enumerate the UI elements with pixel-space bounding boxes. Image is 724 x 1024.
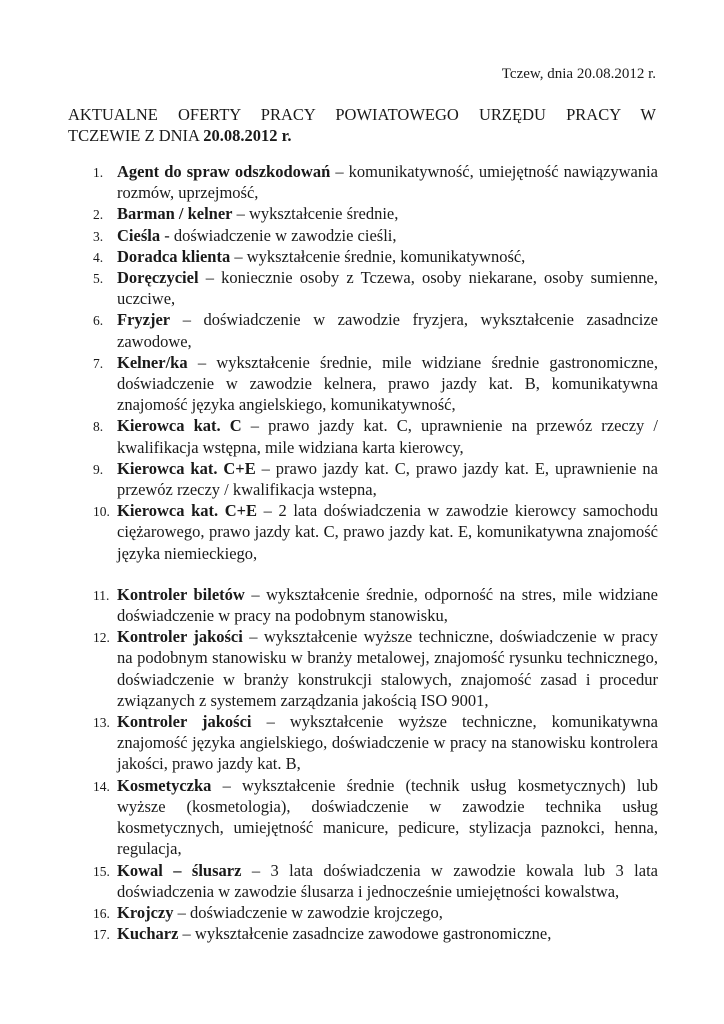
offer-number: 2. [93, 207, 104, 223]
job-offer-item [68, 415, 658, 457]
offer-description: – wykształcenie wyższe techniczne, doświadczenie w pracy na podobnym stanowisku w branży metalowej, znajomość rysunku technicznego, doświadczenie w branży konstrukcji stalowych, znajomość zasad i procedur związanych z systemem zarządzania jakością ISO 9001, [117, 627, 659, 710]
offer-title: Kierowca kat. C+E [117, 458, 256, 478]
offer-description: – doświadczenie w zawodzie krojczego, [173, 902, 443, 922]
job-offers-list [68, 161, 658, 944]
job-offer-item [68, 161, 658, 203]
offer-title: Agent do spraw odszkodowań [117, 162, 331, 181]
offer-title: Cieśla [117, 225, 161, 245]
job-offer-item [68, 246, 658, 267]
date-line: Tczew, dnia 20.08.2012 r. [501, 66, 656, 82]
job-offer-item [68, 923, 658, 944]
offer-description: – 2 lata doświadczenia w zawodzie kierowcy samochodu ciężarowego, prawo jazdy kat. C, prawo jazdy kat. E, komunikatywna znajomość języka niemieckiego, [117, 501, 658, 563]
offer-title: Kierowca kat. C+E [117, 501, 258, 521]
offer-title: Kontroler jakości [117, 627, 243, 647]
offer-number: 15. [93, 863, 110, 879]
offer-title: Doręczyciel [117, 268, 199, 288]
offer-description: – wykształcenie średnie, odporność na stres, mile widziane doświadczenie w pracy na podobnym stanowisku, [117, 584, 658, 626]
offer-title: Kierowca kat. C [117, 416, 242, 436]
offer-title: Kucharz [117, 924, 179, 944]
offer-title: Barman / kelner [117, 204, 233, 224]
offer-description: – wykształcenie zasadncize zawodowe gastronomiczne, [178, 924, 552, 944]
offer-description: – wykształcenie wyższe techniczne, komunikatywna znajomość języka angielskiego, doświadczenie w pracy na stanowisku kontrolera jakości, prawo jazdy kat. B, [117, 712, 658, 774]
heading-line-1: AKTUALNE OFERTY PRACY POWIATOWEGO URZĘDU PRACY W [68, 105, 656, 124]
offer-number: 1. [93, 165, 104, 180]
offer-number: 6. [93, 313, 104, 329]
offer-number: 16. [93, 905, 110, 921]
offer-description: – wykształcenie średnie (technik usług kosmetycznych) lub wyższe (kosmetologia), doświadczenie w zawodzie technika usług kosmetycznych, umiejętność manicure, pedicure, stylizacja paznokci, henna, regulacja, [117, 775, 658, 859]
job-offer-item [68, 626, 658, 711]
offer-title: Fryzjer [117, 310, 171, 330]
job-offer-item [68, 225, 658, 246]
job-offer-item [68, 267, 658, 309]
offer-title: Doradca klienta [117, 246, 231, 266]
job-offer-item [68, 775, 658, 860]
job-offer-item [68, 352, 658, 416]
offer-number: 12. [93, 630, 110, 646]
job-offer-item [68, 458, 658, 500]
offer-number: 5. [93, 271, 104, 287]
job-offer-item [68, 203, 658, 224]
offer-title: Krojczy [117, 902, 174, 922]
offer-description: – komunikatywność, umiejętność nawiązywania rozmów, uprzejmość, [117, 162, 658, 203]
job-offer-item [68, 860, 658, 902]
offer-title: Kowal – ślusarz [117, 860, 242, 880]
offer-number: 10. [93, 504, 110, 520]
offer-title: Kelner/ka [117, 352, 188, 372]
offer-number: 4. [93, 249, 104, 265]
offer-title: Kontroler biletów [117, 584, 245, 604]
offer-description: - doświadczenie w zawodzie cieśli, [160, 225, 397, 245]
offer-number: 11. [93, 587, 110, 603]
offer-number: 17. [93, 927, 110, 943]
offer-title: Kosmetyczka [117, 775, 212, 795]
job-offer-item [68, 584, 658, 626]
offer-number: 13. [93, 715, 110, 731]
offer-description: – wykształcenie średnie, [232, 204, 399, 224]
offer-description: – doświadczenie w zawodzie fryzjera, wykształcenie zasadncize zawodowe, [117, 310, 658, 351]
job-offer-item [68, 902, 658, 923]
offer-number: 14. [93, 778, 110, 794]
offer-number: 7. [93, 355, 104, 371]
offer-number: 9. [93, 461, 104, 477]
offer-title: Kontroler jakości [117, 712, 252, 732]
heading-date: 20.08.2012 r. [203, 126, 292, 145]
offer-description: – prawo jazdy kat. C, prawo jazdy kat. E, uprawnienie na przewóz rzeczy / kwalifikacja wstepna, [117, 458, 658, 500]
offer-description: – wykształcenie średnie, mile widziane średnie gastronomiczne, doświadczenie w zawodzie kelnera, prawo jazdy kat. B, komunikatywna znajomość języka angielskiego, komunikatywność, [117, 352, 658, 415]
offer-description: – koniecznie osoby z Tczewa, osoby niekarane, osoby sumienne, uczciwe, [117, 268, 658, 309]
offer-description: – 3 lata doświadczenia w zawodzie kowala lub 3 lata doświadczenia w zawodzie ślusarza i jednocześnie umiejętności kowalstwa, [117, 860, 658, 901]
offer-number: 8. [93, 419, 104, 435]
offer-number: 3. [93, 228, 104, 244]
job-offer-item [68, 711, 658, 775]
job-offer-item [68, 500, 658, 564]
document-heading [68, 104, 656, 146]
heading-line-2-prefix: TCZEWIE Z DNIA [68, 126, 204, 145]
offer-description: – prawo jazdy kat. C, uprawnienie na przewóz rzeczy / kwalifikacja wstępna, mile widziana karta kierowcy, [117, 416, 658, 457]
offer-description: – wykształcenie średnie, komunikatywność, [230, 246, 526, 266]
job-offer-item [68, 309, 658, 351]
